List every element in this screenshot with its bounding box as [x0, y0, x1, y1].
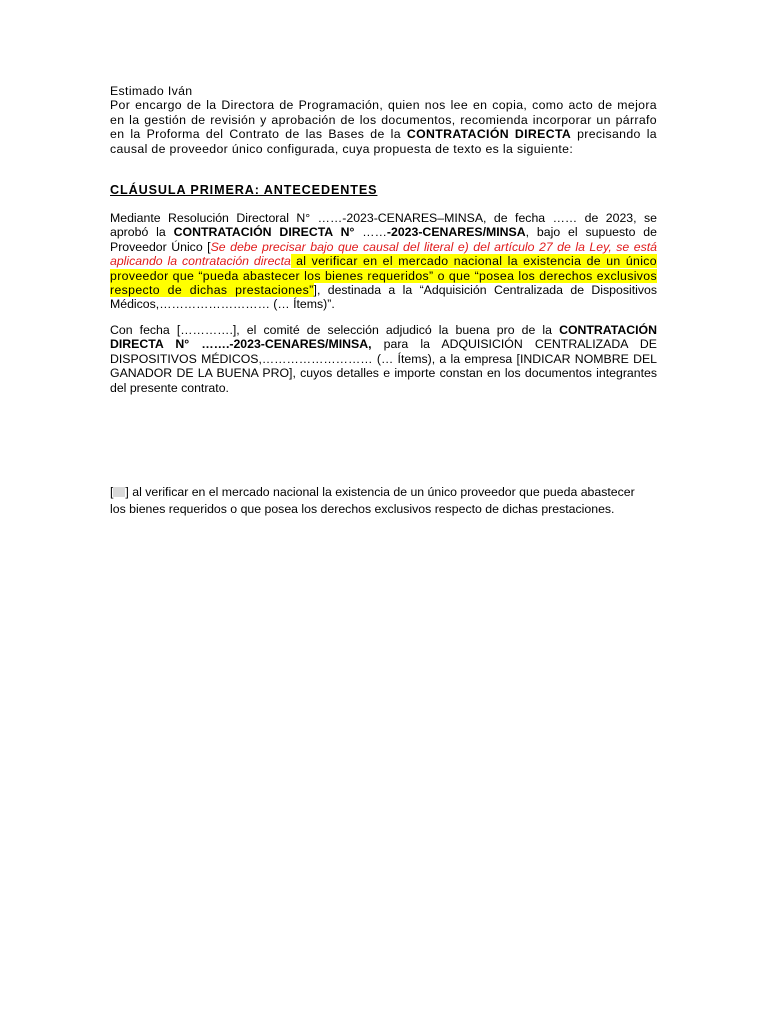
email-body-intro [110, 84, 657, 156]
note-text: al verificar en el mercado nacional la existencia de un único proveedor que pueda abastecer los bienes requeridos o que posea los derechos exclusivos respecto de dichas prestaciones. [110, 485, 635, 516]
p1-text-2: …… [354, 225, 387, 240]
placeholder-box [113, 487, 125, 497]
salutation: Estimado Iván [110, 84, 193, 98]
note-bracket-open: [ [110, 485, 114, 499]
p1-text-3: , bajo el supuesto de Proveedor Único [ [110, 225, 657, 254]
intro-text: Por encargo de la Directora de Programación, quien nos lee en copia, como acto de mejora en la gestión de revisión y aprobación de los documentos, recomienda incorporar un párrafo en la Proforma del Contrato de las Bases de la [110, 98, 657, 142]
p1-bold-1: CONTRATACIÓN DIRECTA N° [173, 225, 355, 240]
p1-highlighted-text: al verificar en el mercado nacional la existencia de un único proveedor que “pueda abastecer los bienes requeridos” o que “posea los derechos exclusivos respecto de dichas prestaciones” [110, 254, 657, 298]
footnote-comment [110, 484, 650, 518]
intro-tail: precisando la causal de proveedor único configurada, cuya propuesta de texto es la siguiente: [110, 127, 657, 156]
p2-bold-1: CONTRATACIÓN DIRECTA N° …….-2023-CENARES/MINSA, [110, 323, 657, 352]
clause-paragraph-1 [110, 211, 657, 312]
clause-title: CLÁUSULA PRIMERA: ANTECEDENTES [110, 183, 378, 197]
p2-text-2: para la ADQUISICIÓN CENTRALIZADA DE DISPOSITIVOS MÉDICOS,……………………… (… Ítems), a la empresa [INDICAR NOMBRE DEL GANADOR DE LA BUENA PRO], cuyos detalles e importe constan en los documentos integrantes del presente contrato. [110, 337, 657, 395]
p1-bold-2: -2023-CENARES/MINSA [386, 225, 526, 240]
p1-red-instruction: Se debe precisar bajo que causal del literal e) del artículo 27 de la Ley, se está aplicando la contratación directa [110, 239, 657, 269]
p1-text-4: ], destinada a la “Adquisición Centralizada de Dispositivos Médicos,……………………… (… Ítems)”. [110, 283, 658, 312]
clause-paragraph-2 [110, 323, 657, 395]
intro-paragraph [110, 98, 657, 156]
p1-text-1: Mediante Resolución Directoral N° ……-2023-CENARES–MINSA, de fecha …… de 2023, se aprobó la [110, 211, 657, 240]
p2-text-1: Con fecha [………….], el comité de selección adjudicó la buena pro de la [110, 323, 560, 337]
intro-bold-contratacion: CONTRATACIÓN DIRECTA [406, 127, 572, 142]
note-bracket-close: ] [125, 485, 129, 499]
